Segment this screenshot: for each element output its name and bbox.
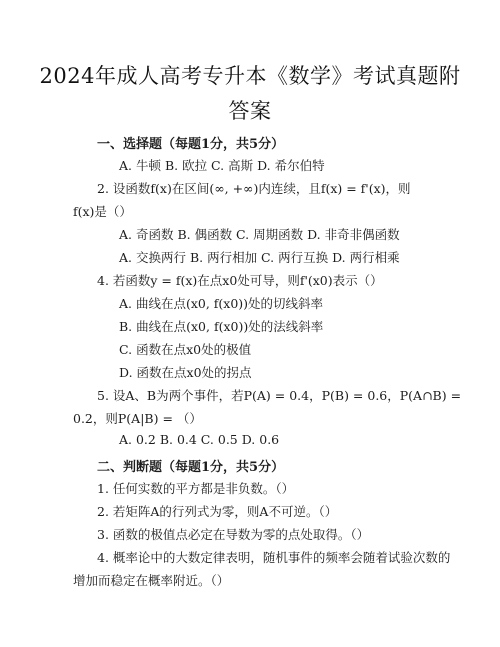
question-line: A. 牛顿 B. 欧拉 C. 高斯 D. 希尔伯特 bbox=[119, 158, 325, 173]
question-line: 2. 设函数f(x)在区间(∞, +∞)内连续，且f(x) = f'(x)，则 bbox=[97, 181, 411, 196]
question-line: 增加而稳定在概率附近。（） bbox=[73, 573, 230, 588]
section-heading-choice: 一、选择题（每题1分，共5分） bbox=[97, 137, 285, 152]
question-line: 5. 设A、B为两个事件，若P(A) = 0.4，P(B) = 0.6，P(A∩B) = bbox=[97, 388, 462, 403]
question-line: B. 曲线在点(x0, f(x0))处的法线斜率 bbox=[119, 319, 324, 334]
question-line: A. 0.2 B. 0.4 C. 0.5 D. 0.6 bbox=[119, 432, 280, 447]
question-line: 2. 若矩阵A的行列式为零，则A不可逆。（） bbox=[97, 504, 338, 519]
question-line: 0.2，则P(A|B) = （） bbox=[73, 411, 202, 426]
question-line: A. 交换两行 B. 两行相加 C. 两行互换 D. 两行相乘 bbox=[119, 250, 400, 265]
question-line: D. 函数在点x0处的拐点 bbox=[119, 365, 252, 380]
question-line: f(x)是（） bbox=[73, 204, 132, 219]
question-line: 1. 任何实数的平方都是非负数。（） bbox=[97, 481, 295, 496]
question-line: 4. 概率论中的大数定律表明，随机事件的频率会随着试验次数的 bbox=[97, 550, 451, 565]
document-title-continued: 答案 bbox=[228, 99, 272, 123]
document-title: 2024年成人高考专升本《数学》考试真题附 bbox=[39, 64, 461, 88]
question-line: A. 奇函数 B. 偶函数 C. 周期函数 D. 非奇非偶函数 bbox=[119, 227, 400, 242]
question-line: 4. 若函数y = f(x)在点x0处可导，则f'(x0)表示（） bbox=[97, 273, 383, 288]
question-line: A. 曲线在点(x0, f(x0))处的切线斜率 bbox=[119, 296, 324, 311]
section-heading-judgement: 二、判断题（每题1分，共5分） bbox=[97, 460, 285, 475]
question-line: C. 函数在点x0处的极值 bbox=[119, 342, 252, 357]
question-line: 3. 函数的极值点必定在导数为零的点处取得。（） bbox=[97, 527, 370, 542]
